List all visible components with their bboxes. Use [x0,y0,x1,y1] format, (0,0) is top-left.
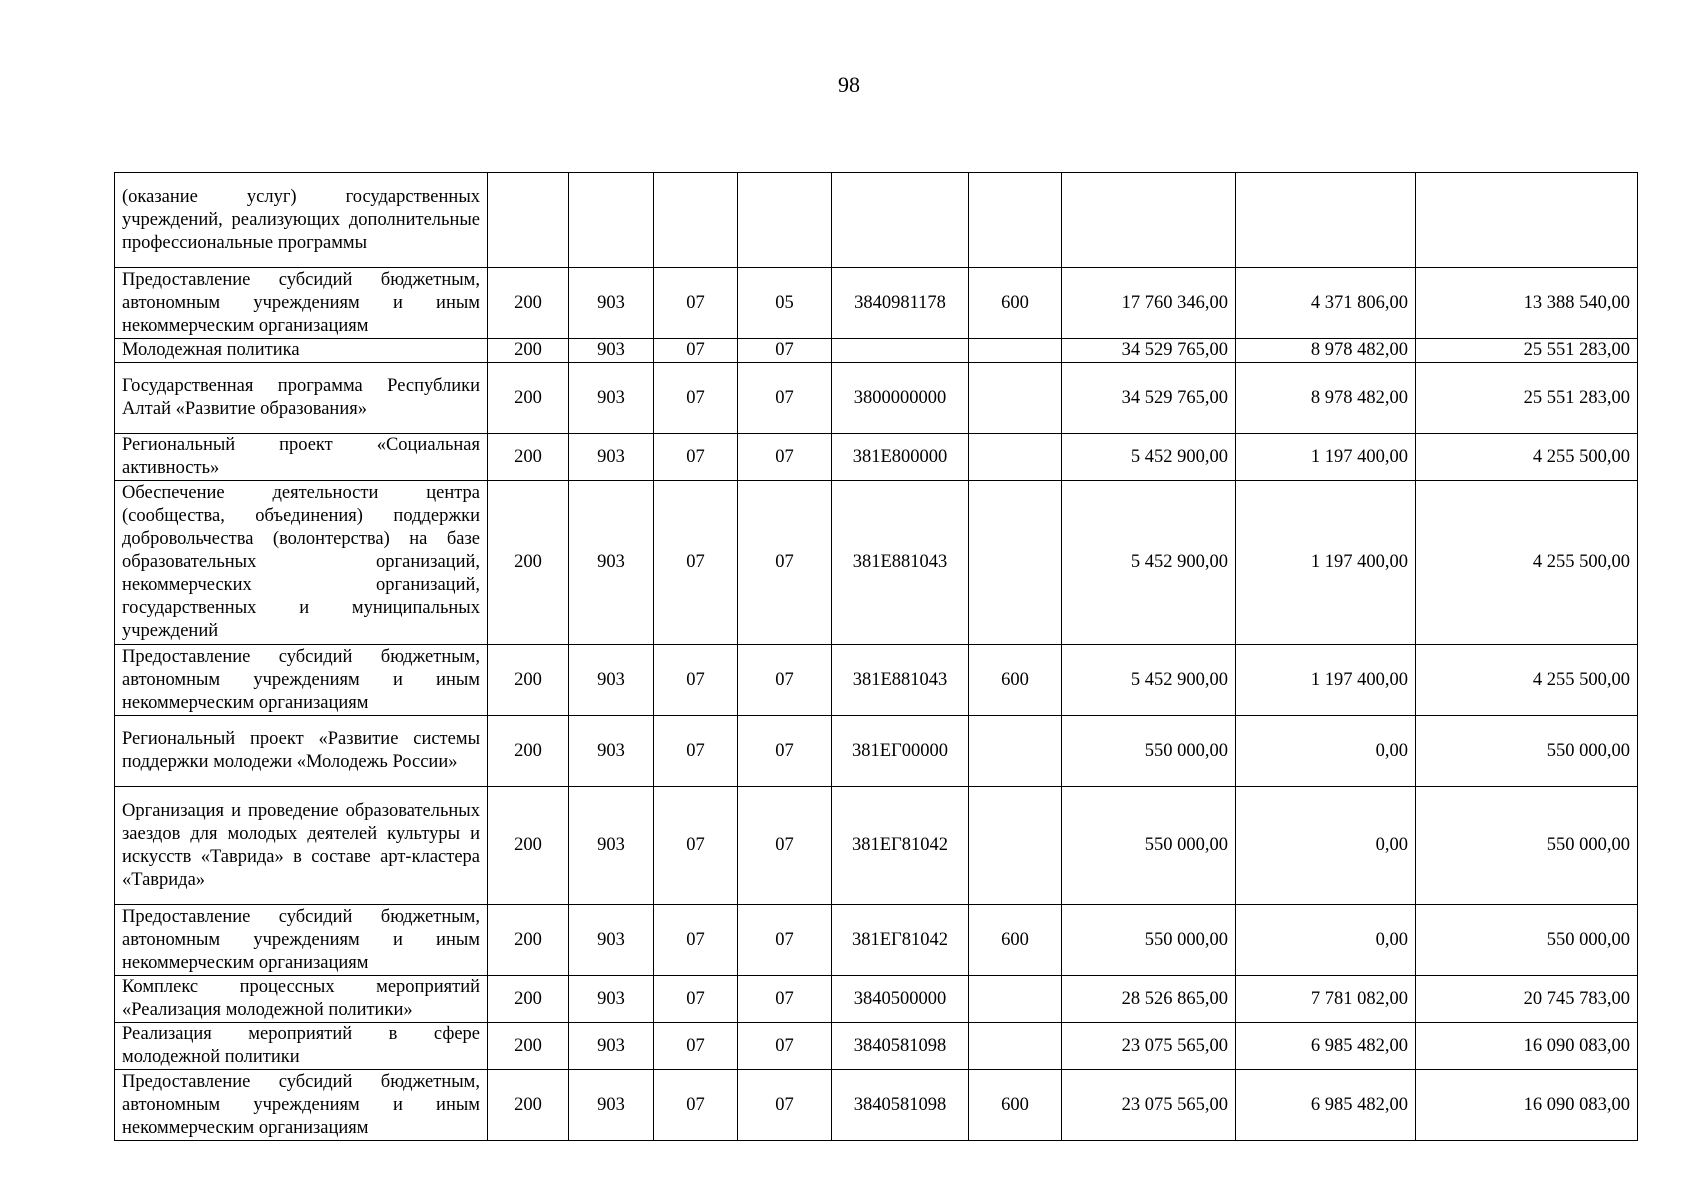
cell-col4: 07 [738,787,832,905]
cell-col5: 3800000000 [832,363,969,434]
cell-col3: 07 [654,787,738,905]
cell-col7: 34 529 765,00 [1062,363,1236,434]
cell-col2: 903 [569,268,654,339]
cell-col4: 07 [738,905,832,976]
cell-col2: 903 [569,905,654,976]
cell-col6 [969,716,1062,787]
cell-col5 [832,339,969,363]
cell-col1: 200 [488,363,569,434]
cell-col2: 903 [569,481,654,645]
cell-col1: 200 [488,339,569,363]
cell-col6 [969,339,1062,363]
table-row [115,434,1638,481]
row-name-cell: Организация и проведение образовательных заездов для молодых деятелей культуры и искусств «Таврида» в составе арт-кластера «Таврида» [115,787,488,905]
cell-col5: 381E800000 [832,434,969,481]
cell-col8: 6 985 482,00 [1236,1070,1416,1141]
table-row [115,339,1638,363]
cell-col7: 5 452 900,00 [1062,481,1236,645]
cell-col1: 200 [488,905,569,976]
cell-col6 [969,787,1062,905]
row-name-cell: Предоставление субсидий бюджетным, автономным учреждениям и иным некоммерческим организациям [115,905,488,976]
cell-col4: 07 [738,976,832,1023]
cell-col6 [969,173,1062,268]
cell-col1: 200 [488,481,569,645]
cell-col2: 903 [569,363,654,434]
table-row [115,1023,1638,1070]
cell-col7 [1062,173,1236,268]
table-row [115,363,1638,434]
cell-col9: 550 000,00 [1416,716,1638,787]
cell-col8: 6 985 482,00 [1236,1023,1416,1070]
page-number: 98 [838,72,860,97]
cell-col9: 550 000,00 [1416,787,1638,905]
cell-col5: 3840981178 [832,268,969,339]
cell-col3: 07 [654,976,738,1023]
table-row [115,268,1638,339]
row-name-cell: Молодежная политика [115,339,488,363]
table-row [115,1070,1638,1141]
cell-col9: 550 000,00 [1416,905,1638,976]
cell-col5: 3840581098 [832,1070,969,1141]
cell-col1: 200 [488,1023,569,1070]
cell-col8: 1 197 400,00 [1236,481,1416,645]
cell-col6: 600 [969,268,1062,339]
table-row [115,173,1638,268]
cell-col4: 07 [738,1070,832,1141]
cell-col7: 550 000,00 [1062,787,1236,905]
cell-col3: 07 [654,434,738,481]
cell-col1: 200 [488,1070,569,1141]
cell-col8: 4 371 806,00 [1236,268,1416,339]
row-name-cell: Региональный проект «Социальная активность» [115,434,488,481]
table-row [115,645,1638,716]
cell-col8: 7 781 082,00 [1236,976,1416,1023]
cell-col5: 381E881043 [832,645,969,716]
cell-col9: 13 388 540,00 [1416,268,1638,339]
cell-col3: 07 [654,268,738,339]
cell-col8: 0,00 [1236,905,1416,976]
cell-col1: 200 [488,976,569,1023]
cell-col7: 23 075 565,00 [1062,1023,1236,1070]
cell-col6 [969,976,1062,1023]
cell-col8 [1236,173,1416,268]
cell-col6 [969,363,1062,434]
cell-col2: 903 [569,645,654,716]
cell-col5 [832,173,969,268]
table-body [115,173,1638,1141]
cell-col4: 07 [738,1023,832,1070]
cell-col3 [654,173,738,268]
cell-col9: 4 255 500,00 [1416,434,1638,481]
cell-col9 [1416,173,1638,268]
cell-col7: 550 000,00 [1062,905,1236,976]
cell-col2: 903 [569,976,654,1023]
cell-col9: 16 090 083,00 [1416,1070,1638,1141]
table-row [115,976,1638,1023]
cell-col1: 200 [488,787,569,905]
cell-col5: 381E881043 [832,481,969,645]
cell-col6 [969,481,1062,645]
cell-col7: 23 075 565,00 [1062,1070,1236,1141]
cell-col9: 16 090 083,00 [1416,1023,1638,1070]
cell-col6: 600 [969,905,1062,976]
cell-col9: 25 551 283,00 [1416,339,1638,363]
cell-col9: 4 255 500,00 [1416,481,1638,645]
row-name-cell: Обеспечение деятельности центра (сообщества, объединения) поддержки добровольчества (волонтерства) на базе образовательных организаций, некоммерческих организаций, государственных и муниципальных учреждений [115,481,488,645]
cell-col5: 381ЕГ81042 [832,787,969,905]
cell-col5: 3840500000 [832,976,969,1023]
row-name-cell: Реализация мероприятий в сфере молодежной политики [115,1023,488,1070]
cell-col2 [569,173,654,268]
cell-col8: 1 197 400,00 [1236,645,1416,716]
cell-col2: 903 [569,1023,654,1070]
cell-col2: 903 [569,339,654,363]
cell-col9: 4 255 500,00 [1416,645,1638,716]
cell-col9: 20 745 783,00 [1416,976,1638,1023]
cell-col6: 600 [969,1070,1062,1141]
cell-col2: 903 [569,716,654,787]
table-row [115,905,1638,976]
cell-col3: 07 [654,1070,738,1141]
table-row [115,481,1638,645]
cell-col4 [738,173,832,268]
cell-col8: 0,00 [1236,787,1416,905]
cell-col7: 28 526 865,00 [1062,976,1236,1023]
cell-col8: 1 197 400,00 [1236,434,1416,481]
cell-col9: 25 551 283,00 [1416,363,1638,434]
table-row [115,787,1638,905]
cell-col5: 381ЕГ81042 [832,905,969,976]
cell-col3: 07 [654,716,738,787]
cell-col3: 07 [654,363,738,434]
cell-col1: 200 [488,434,569,481]
cell-col7: 17 760 346,00 [1062,268,1236,339]
table-row [115,716,1638,787]
cell-col4: 07 [738,434,832,481]
row-name-cell: Предоставление субсидий бюджетным, автономным учреждениям и иным некоммерческим организациям [115,268,488,339]
cell-col2: 903 [569,434,654,481]
cell-col5: 3840581098 [832,1023,969,1070]
row-name-cell: Государственная программа Республики Алтай «Развитие образования» [115,363,488,434]
cell-col3: 07 [654,1023,738,1070]
cell-col7: 34 529 765,00 [1062,339,1236,363]
cell-col4: 07 [738,339,832,363]
cell-col6 [969,434,1062,481]
row-name-cell: Предоставление субсидий бюджетным, автономным учреждениям и иным некоммерческим организациям [115,1070,488,1141]
cell-col5: 381ЕГ00000 [832,716,969,787]
cell-col6: 600 [969,645,1062,716]
row-name-cell: Предоставление субсидий бюджетным, автономным учреждениям и иным некоммерческим организациям [115,645,488,716]
cell-col4: 07 [738,481,832,645]
cell-col4: 07 [738,716,832,787]
cell-col8: 8 978 482,00 [1236,363,1416,434]
cell-col6 [969,1023,1062,1070]
cell-col3: 07 [654,645,738,716]
cell-col4: 07 [738,645,832,716]
cell-col3: 07 [654,481,738,645]
cell-col8: 8 978 482,00 [1236,339,1416,363]
cell-col8: 0,00 [1236,716,1416,787]
cell-col2: 903 [569,1070,654,1141]
row-name-cell: Региональный проект «Развитие системы поддержки молодежи «Молодежь России» [115,716,488,787]
cell-col7: 550 000,00 [1062,716,1236,787]
cell-col3: 07 [654,339,738,363]
cell-col1: 200 [488,716,569,787]
row-name-cell: (оказание услуг) государственных учреждений, реализующих дополнительные профессиональные программы [115,173,488,268]
cell-col7: 5 452 900,00 [1062,645,1236,716]
cell-col4: 05 [738,268,832,339]
row-name-cell: Комплекс процессных мероприятий «Реализация молодежной политики» [115,976,488,1023]
cell-col2: 903 [569,787,654,905]
cell-col1: 200 [488,268,569,339]
cell-col7: 5 452 900,00 [1062,434,1236,481]
cell-col1: 200 [488,645,569,716]
cell-col4: 07 [738,363,832,434]
budget-table [114,172,1638,1141]
cell-col1 [488,173,569,268]
cell-col3: 07 [654,905,738,976]
